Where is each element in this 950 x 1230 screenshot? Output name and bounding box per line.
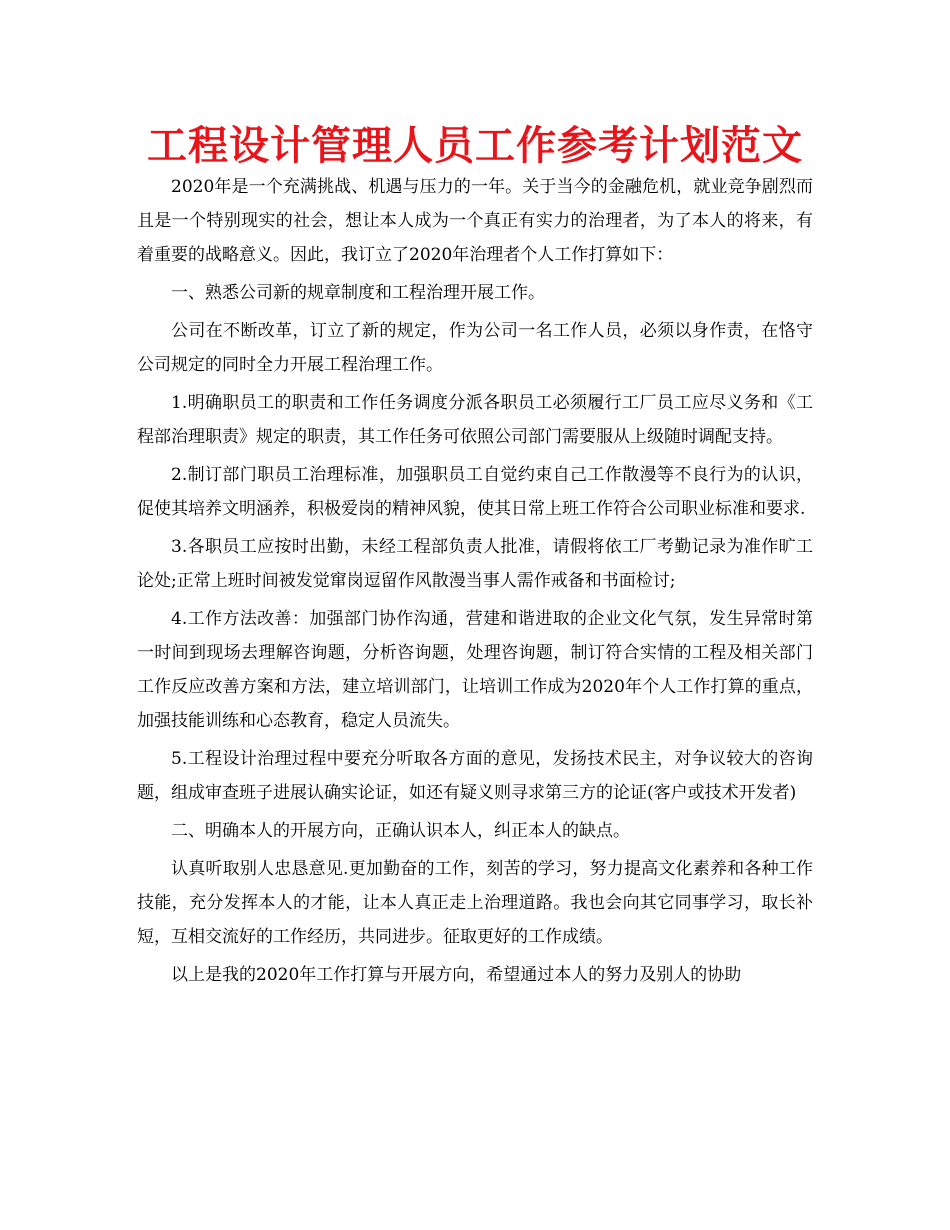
paragraph-item-4: 4.工作方法改善：加强部门协作沟通，营建和谐进取的企业文化气氛，发生异常时第一时间到现场去理解咨询题，分析咨询题，处理咨询题，制订符合实情的工程及相关部门工作反应改善方案和方法，建立培训部门，让培训工作成为2020年个人工作打算的重点，加强技能训练和心态教育，稳定人员流失。	[137, 609, 813, 731]
paragraph-section-1-body: 公司在不断改革，订立了新的规定，作为公司一名工作人员，必须以身作责，在恪守公司规定的同时全力开展工程治理工作。	[137, 321, 813, 375]
paragraph-item-1: 1.明确职员工的职责和工作任务调度分派各职员工必须履行工厂员工应尽义务和《工程部治理职责》规定的职责，其工作任务可依照公司部门需要服从上级随时调配支持。	[137, 393, 813, 447]
document-body	[137, 170, 813, 996]
paragraph-item-5: 5.工程设计治理过程中要充分听取各方面的意见，发扬技术民主，对争议较大的咨询题，组成审查班子进展认确实论证，如还有疑义则寻求第三方的论证(客户或技术开发者)	[137, 749, 813, 803]
paragraph-conclusion: 以上是我的2020年工作打算与开展方向，希望通过本人的努力及别人的协助	[171, 965, 742, 985]
document-title: 工程设计管理人员工作参考计划范文	[147, 122, 803, 169]
paragraph-item-2: 2.制订部门职员工治理标准，加强职员工自觉约束自己工作散漫等不良行为的认识，促使其培养文明涵养，积极爱岗的精神风貌，使其日常上班工作符合公司职业标准和要求.	[137, 465, 813, 519]
paragraph-section-2-heading: 二、明确本人的开展方向，正确认识本人，纠正本人的缺点。	[171, 821, 630, 841]
paragraph-item-3: 3.各职员工应按时出勤，未经工程部负责人批准，请假将依工厂考勤记录为准作旷工论处;正常上班时间被发觉窜岗逗留作风散漫当事人需作戒备和书面检讨;	[137, 537, 813, 591]
paragraph-section-2-body: 认真听取别人忠恳意见.更加勤奋的工作，刻苦的学习，努力提高文化素养和各种工作技能，充分发挥本人的才能，让本人真正走上治理道路。我也会向其它同事学习，取长补短，互相交流好的工作经历，共同进步。征取更好的工作成绩。	[137, 859, 813, 947]
paragraph-intro: 2020年是一个充满挑战、机遇与压力的一年。关于当今的金融危机，就业竞争剧烈而且是一个特别现实的社会，想让本人成为一个真正有实力的治理者，为了本人的将来，有着重要的战略意义。因此，我订立了2020年治理者个人工作打算如下：	[137, 177, 813, 265]
paragraph-section-1-heading: 一、熟悉公司新的规章制度和工程治理开展工作。	[171, 283, 545, 303]
